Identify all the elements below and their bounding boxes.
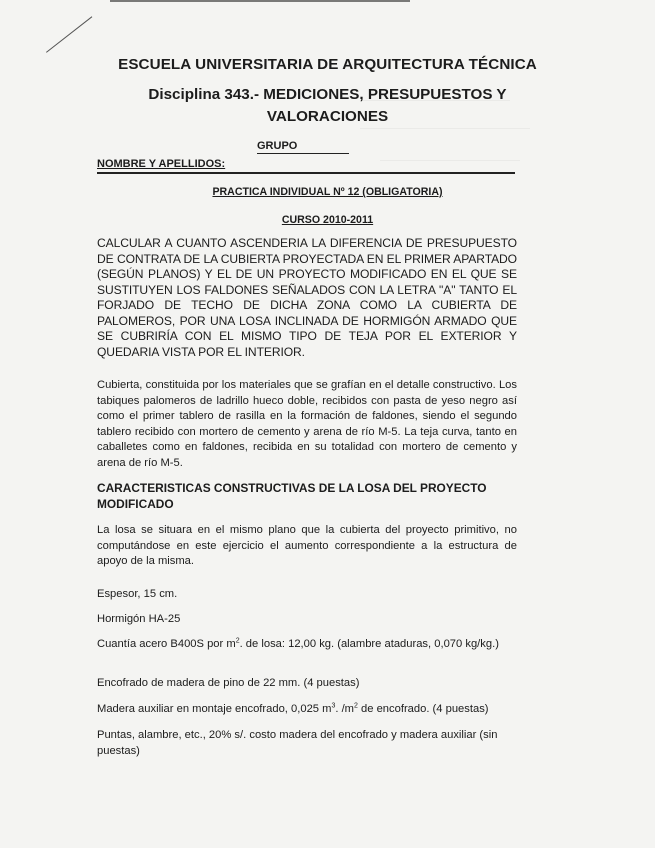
spec-auxiliary-wood: Madera auxiliar en montaje encofrado, 0,025 $m^3$. $/m^2$ de encofrado. (4 puestas) [97,702,489,715]
spec-steel: Cuantía acero B400S por $m^2$. de losa: 12,00 kg. (alambre ataduras, 0,070 kg/kg.) [97,637,499,650]
spec-concrete: Hormigón HA-25 [97,613,181,625]
group-label: GRUPO [257,140,298,152]
spec-formwork: Encofrado de madera de pino de 22 mm. (4 puestas) [97,677,360,689]
group-underline [257,153,349,154]
spec-extras: Puntas, alambre, etc., 20% s/. costo madera del encofrado y madera auxiliar (sin puestas) [97,729,498,757]
school-title: ESCUELA UNIVERSITARIA DE ARQUITECTURA TÉCNICA [118,56,537,73]
name-label: NOMBRE Y APELLIDOS: [97,158,226,170]
slab-intro: La losa se situara en el mismo plano que la cubierta del proyecto primitivo, no computándose en este ejercicio el aumento correspondiente a la estructura de apoyo de la misma. [97,524,517,567]
exercise-statement: CALCULAR A CUANTO ASCENDERIA LA DIFERENCIA DE PRESUPUESTO DE CONTRATA DE LA CUBIERTA PROYECTADA EN EL PRIMER APARTADO (SEGÚN PLANOS) Y EL DE UN PROYECTO MODIFICADO EN EL QUE SE SUSTITUYEN LOS FALDONES SEÑALADOS CON LA LETRA "A" TANTO EL FORJADO DE TECHO DE DICHA ZONA COMO LA CUBIERTA DE PALOMEROS, POR UNA LOSA INCLINADA DE HORMIGÓN ARMADO QUE SE CUBRIRÍA CON EL MISMO TIPO DE TEJA POR EL EXTERIOR Y QUEDARIA VISTA POR EL INTERIOR. [97,236,517,359]
discipline-title-line2: VALORACIONES [266,108,389,125]
name-underline [97,172,515,174]
bleed-through-mark [380,160,520,161]
slab-heading: CARACTERISTICAS CONSTRUCTIVAS DE LA LOSA DEL PROYECTO MODIFICADO [97,481,487,511]
practice-title: PRACTICA INDIVIDUAL Nº 12 (OBLIGATORIA) [212,186,443,198]
discipline-title-line1: Disciplina 343.- MEDICIONES, PRESUPUESTOS Y [148,86,507,103]
roof-description: Cubierta, constituida por los materiales que se grafían en el detalle constructivo. Los tabiques palomeros de ladrillo hueco doble, recibidos con pasta de yeso negro así como el primer tablero de rasilla en la formación de faldones, siendo el segundo tablero recibido con mortero de cemento y arena de río M-5. La teja curva, tanto en caballetes como en faldones, recibida en su totalidad con mortero de cemento y arena de río M-5. [97,379,517,469]
page-edge-mark [110,0,410,2]
spec-thickness: Espesor, 15 cm. [97,588,178,600]
course-label: CURSO 2010-2011 [281,214,374,226]
bleed-through-mark [360,128,530,129]
pen-stroke [46,16,92,52]
